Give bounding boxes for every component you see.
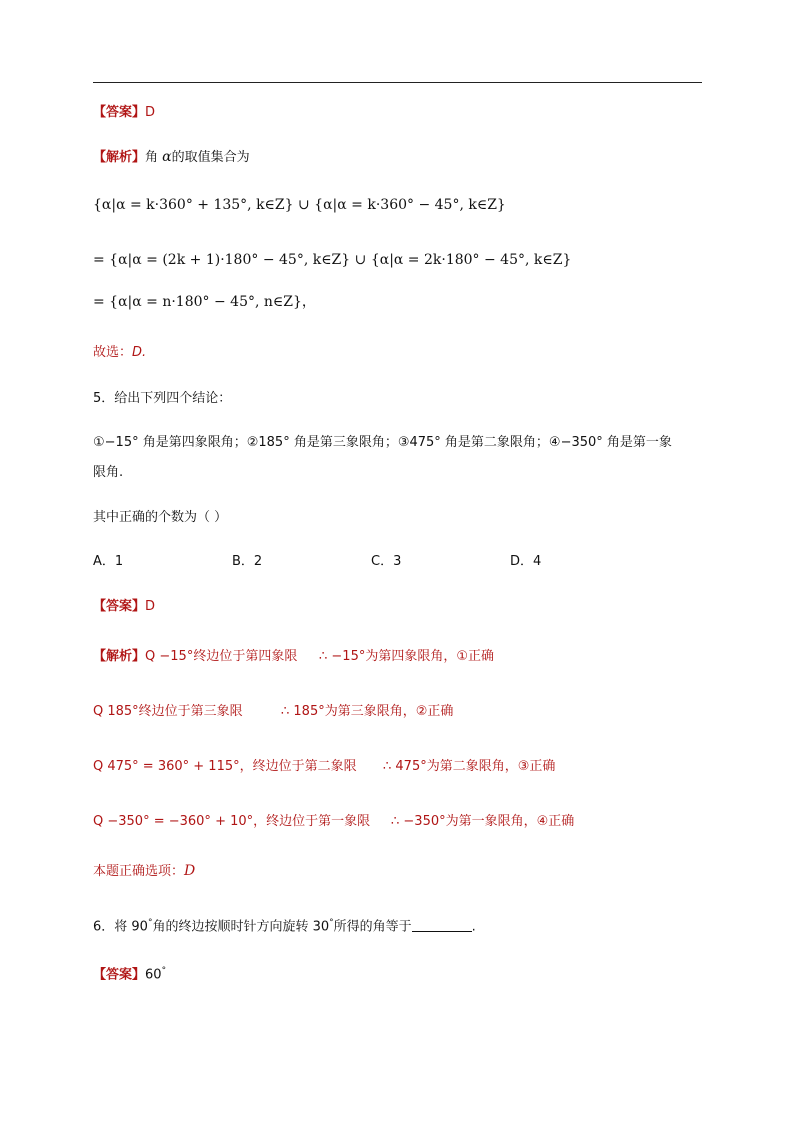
q6-stem [93,913,476,937]
stem-mid: 角的终边按顺时针方向旋转 30 [152,919,330,935]
degree-mark-2: ° [329,918,334,928]
q5-options [93,552,649,572]
answer-value: D [145,599,156,614]
q5-analysis-step-3 [93,757,555,777]
analysis-tag: 【解析】 [93,649,146,664]
step-2-premise: Q 185°终边位于第三象限 [93,704,243,719]
analysis-tag: 【解析】 [93,150,146,165]
correct-value: D [184,863,196,879]
correct-label: 本题正确选项： [93,864,185,879]
stem-end: . [471,919,476,935]
q4-equation-1: {α|α = k·360° + 135°, k∈Z} ∪ {α|α = k·360° − 45°, k∈Z} [93,197,506,213]
answer-tag: 【答案】 [93,105,146,120]
alpha-symbol: α [162,149,172,165]
step-1-premise: Q −15°终边位于第四象限 [145,649,298,664]
step-3-premise: Q 475° = 360° + 115°，终边位于第二象限 [93,759,357,774]
equation-3-tail: ， [301,294,316,310]
stem-pre: 6．将 90 [93,919,148,935]
option-d: D．4 [510,554,542,569]
option-b: B．2 [232,554,263,569]
header-rule [93,82,702,83]
answer-degree: ° [161,966,167,976]
degree-mark-1: ° [147,918,153,928]
choose-label: 故选： [93,345,133,360]
choose-value: D. [132,345,147,360]
step-2-conclusion: ∴ 185°为第三象限角，②正确 [281,704,454,719]
analysis-rest: 的取值集合为 [171,150,250,165]
step-4-conclusion: ∴ −350°为第一象限角，④正确 [391,814,575,829]
option-c: C．3 [371,554,402,569]
q5-stem: 5．给出下列四个结论： [93,391,232,406]
step-3-conclusion: ∴ 475°为第二象限角，③正确 [383,759,556,774]
q4-choose [93,343,146,363]
answer-value: D [145,105,156,120]
equation-3-body: = {α|α = n·180° − 45°, n∈Z} [93,294,302,310]
option-a: A．1 [93,554,124,569]
q5-analysis-step-4 [93,812,574,832]
stem-post: 所得的角等于 [333,919,412,935]
q5-analysis-step-1 [93,647,494,667]
answer-blank [412,917,472,932]
answer-tag: 【答案】 [93,599,146,614]
answer-value: 60 [145,967,162,983]
analysis-intro: 角 [145,150,159,165]
q5-analysis-step-2 [93,702,453,722]
answer-tag: 【答案】 [93,967,146,983]
q5-question: 其中正确的个数为（ ） [93,510,228,525]
q5-correct-option [93,861,195,882]
q5-answer [93,597,155,617]
q4-answer [93,103,155,123]
q5-statements-line-2: 限角. [93,465,124,480]
q6-answer [93,961,166,985]
q4-equation-3 [93,292,316,312]
q4-equation-2: = {α|α = (2k + 1)·180° − 45°, k∈Z} ∪ {α|α = 2k·180° − 45°, k∈Z} [93,252,572,268]
q5-statements-line-1: ①−15° 角是第四象限角；②185° 角是第三象限角；③475° 角是第二象限角；④−350° 角是第一象 [93,435,672,450]
step-1-conclusion: ∴ −15°为第四象限角，①正确 [319,649,495,664]
step-4-premise: Q −350° = −360° + 10°，终边位于第一象限 [93,814,371,829]
q4-analysis [93,147,250,168]
